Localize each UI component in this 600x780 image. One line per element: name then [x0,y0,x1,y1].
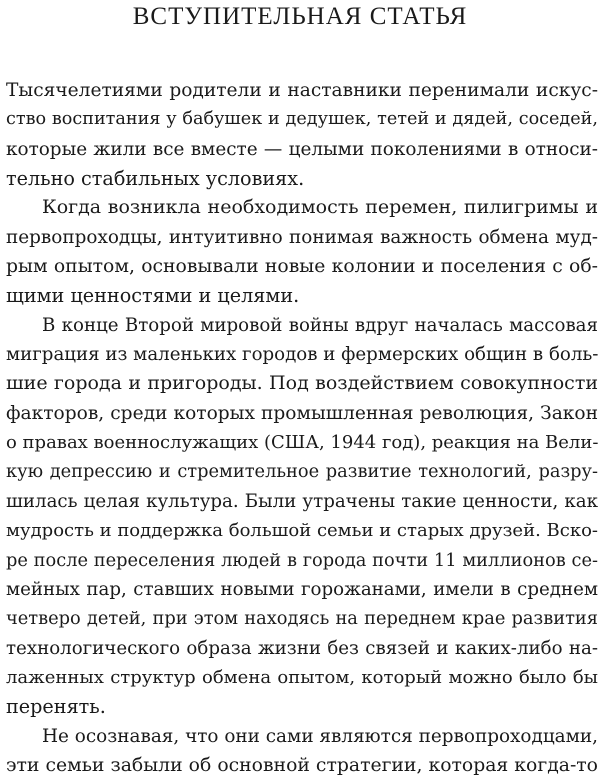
text-line: лаженных структур обмена опытом, который можно было бы [6,666,598,688]
text-line: шилась целая культура. Были утрачены такие ценности, как [6,490,598,512]
page-title: ВСТУПИТЕЛЬНАЯ СТАТЬЯ [132,3,468,30]
text-line: которые жили все вместе — целыми поколениями в относи- [6,138,598,160]
text-line: В конце Второй мировой войны вдруг началась массовая [42,314,598,336]
text-line: ство воспитания у бабушек и дедушек, тетей и дядей, соседей, [6,109,598,130]
text-line: эти семьи забыли об основной стратегии, которая когда-то [6,754,598,776]
text-line: тельно стабильных условиях. [6,167,305,191]
text-line: щими ценностями и целями. [6,284,300,308]
text-line: Не осознавая, что они сами являются первопроходцами, [42,725,599,747]
text-line: рым опытом, основывали новые колонии и поселения с об- [6,256,598,278]
text-line: миграция из маленьких городов и фермерских общин в боль- [6,344,599,366]
text-line: первопроходцы, интуитивно понимая важность обмена муд- [6,226,598,248]
text-line: Тысячелетиями родители и наставники перенимали искус- [6,80,598,101]
text-line: технологического образа жизни без связей и каких-либо на- [6,637,598,659]
text-line: факторов, среди которых промышленная революция, Закон [6,402,598,424]
text-line: четверо детей, при этом находясь на переднем крае развития [6,608,598,630]
text-line: перенять. [6,695,106,719]
article-body [6,76,598,780]
text-line: Когда возникла необходимость перемен, пилигримы и [42,196,598,219]
text-line: мейных пар, ставших новыми горожанами, имели в среднем [6,578,598,600]
text-line: ре после переселения людей в города почти 11 миллионов се- [6,549,598,571]
text-line: мудрость и поддержка большой семьи и старых друзей. Вско- [6,520,598,542]
text-line: шие города и пригороды. Под воздействием совокупности [6,372,598,395]
text-line: кую депрессию и стремительное развитие технологий, разру- [6,461,598,483]
text-line: о правах военнослужащих (США, 1944 год), реакция на Вели- [6,432,599,454]
